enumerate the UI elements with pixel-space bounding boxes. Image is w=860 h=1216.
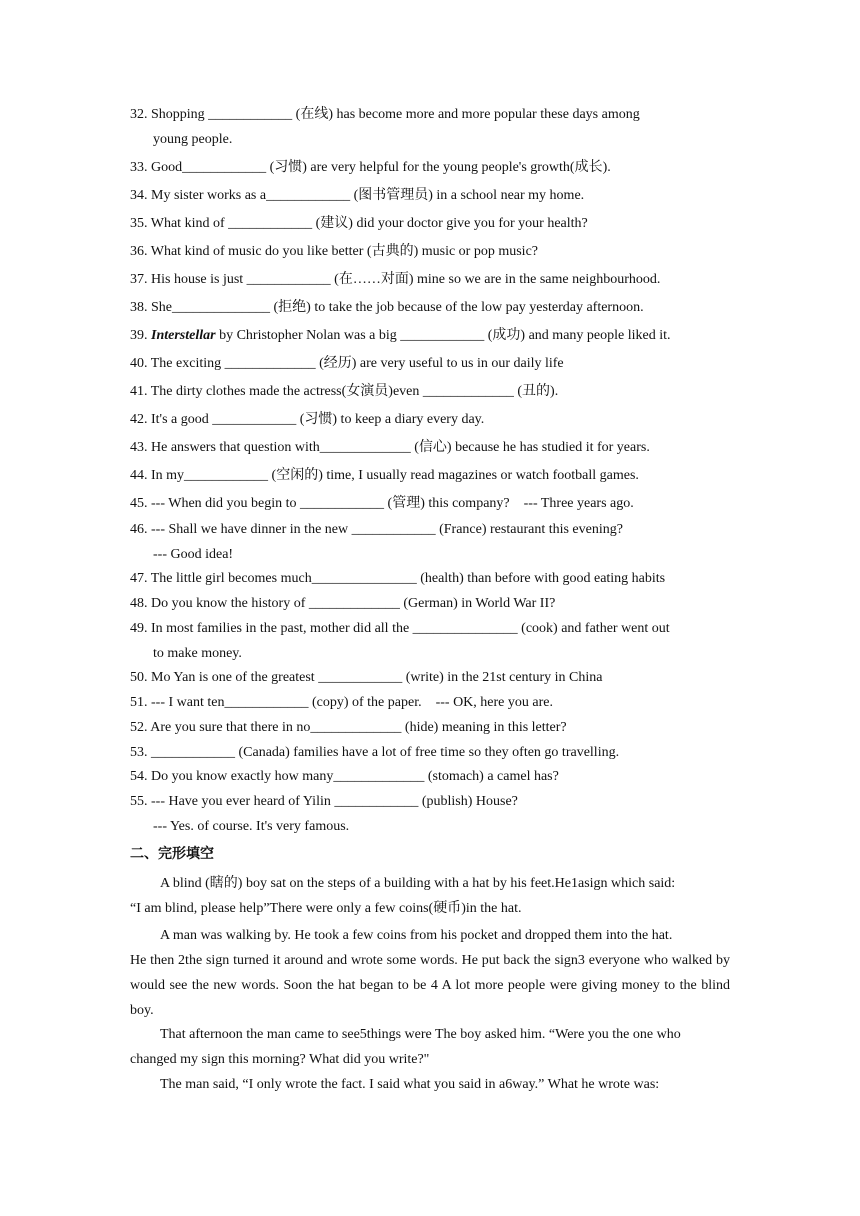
paragraph-line: The man said, “I only wrote the fact. I said what you said in a6way.” What he wrote was: (160, 1077, 660, 1092)
exercise-item-40 (130, 351, 732, 376)
item-text: 35. What kind of ____________ (建议) did your doctor give you for your health? (130, 216, 588, 231)
cloze-paragraph-3 (130, 1022, 730, 1072)
item-text: 42. It's a good ____________ (习惯) to keep a diary every day. (130, 412, 485, 427)
exercise-item-35 (130, 211, 732, 236)
exercise-item-33 (130, 155, 732, 180)
item-text: 34. My sister works as a____________ (图书管理员) in a school near my home. (130, 188, 585, 203)
exercise-item-39 (130, 323, 732, 348)
item-text: 44. In my____________ (空闲的) time, I usually read magazines or watch football games. (130, 468, 639, 483)
item-text: 48. Do you know the history of _____________ (German) in World War II? (130, 596, 556, 611)
section-title: 二、完形填空 (130, 846, 214, 862)
paragraph-line: That afternoon the man came to see5things were The boy asked him. “Were you the one who (160, 1027, 681, 1042)
item-text: 52. Are you sure that there in no_____________ (hide) meaning in this letter? (130, 720, 567, 735)
exercise-item-42 (130, 407, 732, 432)
exercise-item-45 (130, 491, 732, 516)
item-text: by Christopher Nolan was a big ____________ (成功) and many people liked it. (215, 328, 671, 343)
item-text: 33. Good____________ (习惯) are very helpful for the young people's growth(成长). (130, 160, 611, 175)
exercise-item-54 (130, 764, 732, 789)
exercise-item-38 (130, 295, 732, 320)
item-text: 37. His house is just ____________ (在……对面) mine so we are in the same neighbourhood. (130, 272, 661, 287)
item-continuation: young people. (153, 132, 233, 147)
exercise-item-53 (130, 740, 732, 765)
paragraph-text: “I am blind, please help”There were only a few coins(硬币)in the hat. (130, 901, 522, 916)
exercise-item-51 (130, 690, 732, 715)
item-text: 41. The dirty clothes made the actress(女演员)even _____________ (丑的). (130, 384, 559, 399)
exercise-item-32 (130, 102, 732, 152)
item-text: 43. He answers that question with_____________ (信心) because he has studied it for years. (130, 440, 650, 455)
item-text: 38. She______________ (拒绝) to take the job because of the low pay yesterday afternoon. (130, 300, 644, 315)
exercise-item-41 (130, 379, 732, 404)
item-text: 51. --- I want ten____________ (copy) of the paper. --- OK, here you are. (130, 695, 553, 710)
exercise-item-34 (130, 183, 732, 208)
item-text: 45. --- When did you begin to ____________ (管理) this company? --- Three years ago. (130, 496, 634, 511)
cloze-paragraph-1 (130, 871, 730, 921)
item-text: 40. The exciting _____________ (经历) are very useful to us in our daily life (130, 356, 564, 371)
item-text: 47. The little girl becomes much_______________ (health) than before with good eating habits (130, 571, 666, 586)
paragraph-text: He then 2the sign turned it around and wrote some words. He put back the sign3 everyone who walked by would see the new words. Soon the hat began to be 4 A lot more people were giving money to the blind boy. (130, 953, 730, 1018)
item-text: 49. In most families in the past, mother did all the _______________ (cook) and father went out (130, 621, 670, 636)
item-text: 54. Do you know exactly how many_____________ (stomach) a camel has? (130, 769, 559, 784)
item-number: 39. (130, 328, 151, 343)
item-text: 55. --- Have you ever heard of Yilin ____________ (publish) House? (130, 794, 518, 809)
item-text: 46. --- Shall we have dinner in the new ____________ (France) restaurant this evening? (130, 522, 623, 537)
exercise-item-50 (130, 665, 732, 690)
cloze-paragraph-4 (130, 1072, 730, 1097)
exercise-item-43 (130, 435, 732, 460)
item-continuation: to make money. (153, 646, 242, 661)
exercise-item-55 (130, 789, 732, 839)
paragraph-line: A blind (瞎的) boy sat on the steps of a building with a hat by his feet.He1asign which said: (160, 876, 676, 891)
exercise-item-46 (130, 517, 732, 567)
item-text: 53. ____________ (Canada) families have a lot of free time so they often go travelling. (130, 745, 620, 760)
cloze-paragraph-2 (130, 923, 730, 1023)
movie-title: Interstellar (151, 328, 216, 343)
exercise-item-37 (130, 267, 732, 292)
exercise-item-47 (130, 566, 732, 591)
exercise-item-44 (130, 463, 732, 488)
item-text: 32. Shopping ____________ (在线) has become more and more popular these days among (130, 107, 640, 122)
item-text: 50. Mo Yan is one of the greatest ____________ (write) in the 21st century in China (130, 670, 603, 685)
exercise-item-36 (130, 239, 732, 264)
paragraph-text: changed my sign this morning? What did you write?" (130, 1052, 430, 1067)
exercise-item-49 (130, 616, 732, 666)
paragraph-line: A man was walking by. He took a few coins from his pocket and dropped them into the hat. (160, 928, 673, 943)
exercise-item-48 (130, 591, 732, 616)
item-continuation: --- Yes. of course. It's very famous. (153, 819, 350, 834)
exercise-item-52 (130, 715, 732, 740)
item-continuation: --- Good idea! (153, 547, 234, 562)
item-text: 36. What kind of music do you like better (古典的) music or pop music? (130, 244, 539, 259)
